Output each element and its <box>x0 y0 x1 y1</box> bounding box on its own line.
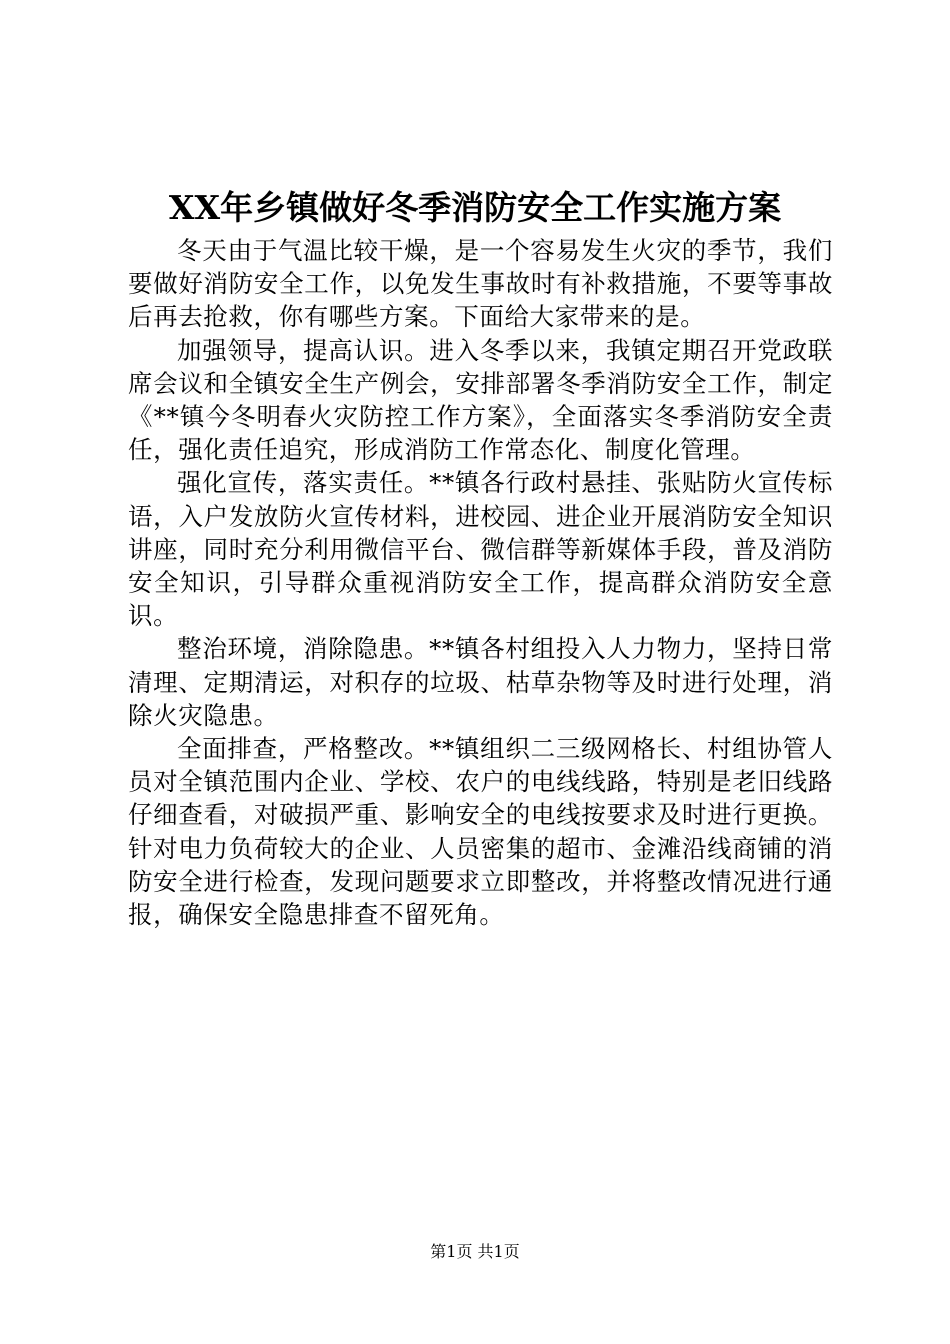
paragraph-environment: 整治环境，消除隐患。**镇各村组投入人力物力，坚持日常清理、定期清运，对积存的垃圾、枯草杂物等及时进行处理，消除火灾隐患。 <box>128 634 833 730</box>
paragraph-inspection: 全面排查，严格整改。**镇组织二三级网格长、村组协管人员对全镇范围内企业、学校、农户的电线线路，特别是老旧线路仔细查看，对破损严重、影响安全的电线按要求及时进行更换。针对电力负荷较大的企业、人员密集的超市、金滩沿线商铺的消防安全进行检查，发现问题要求立即整改，并将整改情况进行通报，确保安全隐患排查不留死角。 <box>128 734 833 930</box>
paragraph-leadership: 加强领导，提高认识。进入冬季以来，我镇定期召开党政联席会议和全镇安全生产例会，安排部署冬季消防安全工作，制定《**镇今冬明春火灾防控工作方案》，全面落实冬季消防安全责任，强化责任追究，形成消防工作常态化、制度化管理。 <box>128 335 833 465</box>
document-body <box>128 234 833 931</box>
page-number-footer: 第1页 共1页 <box>430 1242 520 1261</box>
document-title: XX年乡镇做好冬季消防安全工作实施方案 <box>168 188 782 227</box>
paragraph-intro: 冬天由于气温比较干燥，是一个容易发生火灾的季节，我们要做好消防安全工作，以免发生事故时有补救措施，不要等事故后再去抢救，你有哪些方案。下面给大家带来的是。 <box>128 236 833 332</box>
paragraph-publicity: 强化宣传，落实责任。**镇各行政村悬挂、张贴防火宣传标语，入户发放防火宣传材料，进校园、进企业开展消防安全知识讲座，同时充分利用微信平台、微信群等新媒体手段，普及消防安全知识，引导群众重视消防安全工作，提高群众消防安全意识。 <box>128 468 833 631</box>
